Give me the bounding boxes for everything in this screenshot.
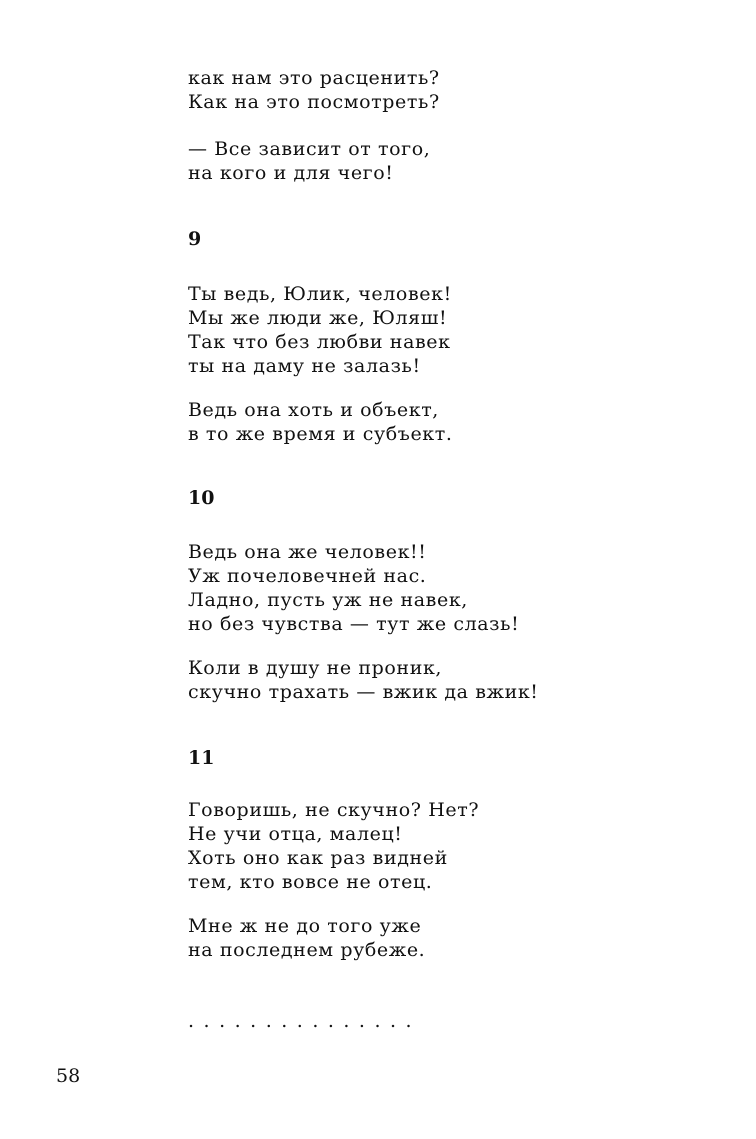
- poem-line: на последнем рубеже.: [188, 939, 426, 961]
- poem-line: Ведь она же человек!!: [188, 541, 427, 563]
- poem-line: Уж почеловечней нас.: [188, 565, 427, 587]
- page-number: 58: [56, 1065, 81, 1087]
- poem-line: — Все зависит от того,: [188, 138, 431, 160]
- poem-line: Ведь она хоть и объект,: [188, 399, 439, 421]
- poem-line: Так что без любви навек: [188, 331, 451, 353]
- poem-line: но без чувства — тут же слазь!: [188, 613, 520, 635]
- poem-line: Ладно, пусть уж не навек,: [188, 589, 468, 611]
- poem-line: Ты ведь, Юлик, человек!: [188, 283, 452, 305]
- poem-line: ты на даму не залазь!: [188, 355, 421, 377]
- poem-line: на кого и для чего!: [188, 162, 394, 184]
- poem-line: Мне ж не до того уже: [188, 915, 422, 937]
- section-number: 9: [188, 228, 202, 250]
- poem-line: скучно трахать — вжик да вжик!: [188, 681, 539, 703]
- poem-line: Говоришь, не скучно? Нет?: [188, 799, 480, 821]
- poem-line: в то же время и субъект.: [188, 423, 453, 445]
- poem-line: Не учи отца, малец!: [188, 823, 403, 845]
- section-number: 11: [188, 747, 215, 769]
- poem-line: Хоть оно как раз видней: [188, 847, 448, 869]
- poem-line: тем, кто вовсе не отец.: [188, 871, 433, 893]
- ellipsis-separator: ...............: [188, 1010, 422, 1032]
- poem-line: Как на это посмотреть?: [188, 91, 440, 113]
- section-number: 10: [188, 487, 215, 509]
- poem-line: как нам это расценить?: [188, 67, 440, 89]
- poem-line: Мы же люди же, Юляш!: [188, 307, 448, 329]
- poem-line: Коли в душу не проник,: [188, 657, 443, 679]
